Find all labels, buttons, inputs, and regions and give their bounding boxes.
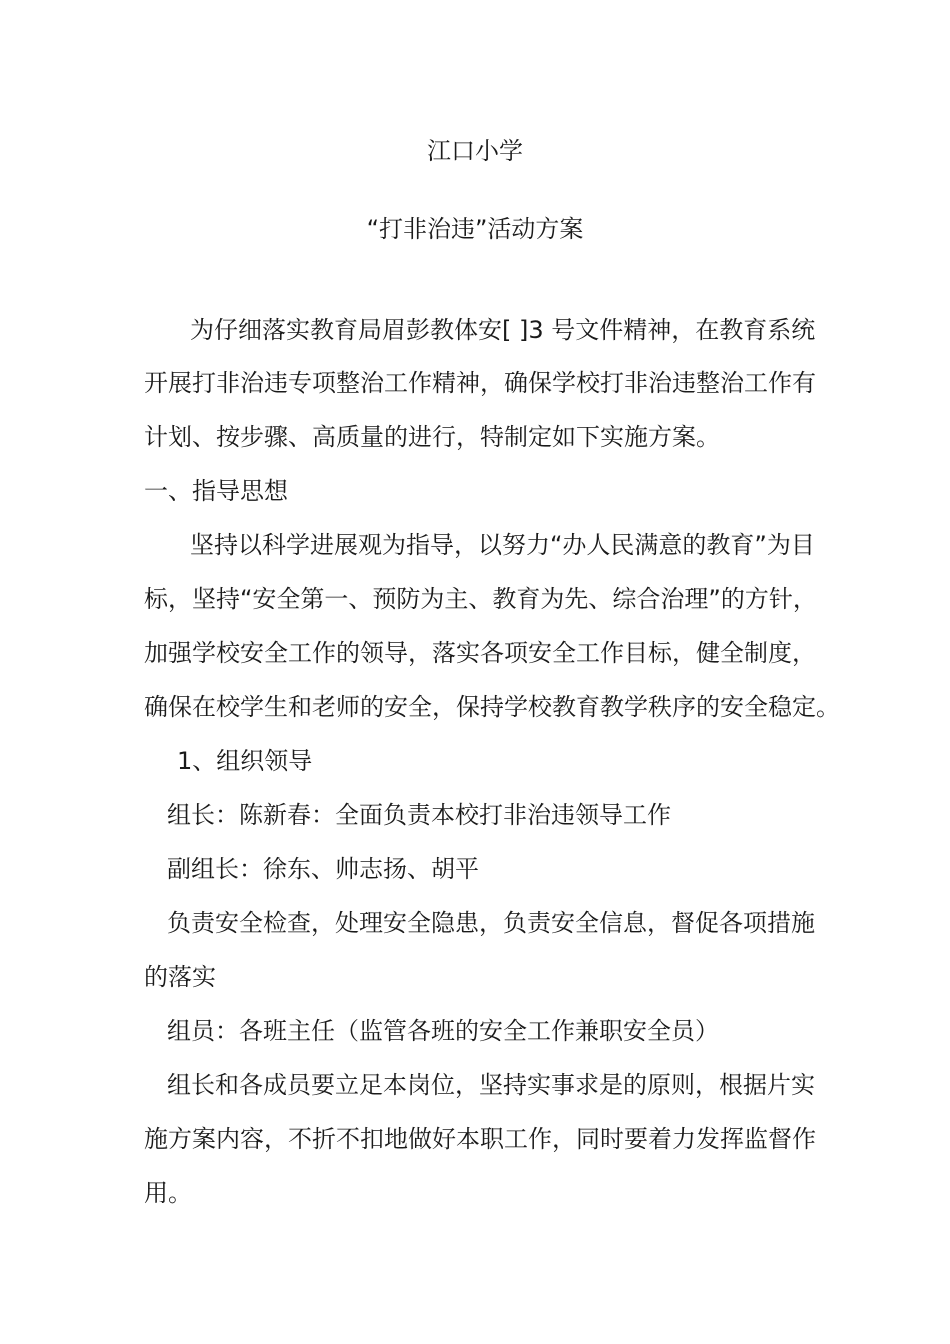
intro-line: 计划、按步骤、高质量的进行，特制定如下实施方案。: [144, 423, 720, 451]
duty-line: 的落实: [144, 963, 216, 991]
requirement-line: 施方案内容，不折不扣地做好本职工作，同时要着力发挥监督作: [144, 1125, 816, 1153]
section-paragraph-line: 确保在校学生和老师的安全，保持学校教育教学秩序的安全稳定。: [144, 693, 840, 721]
section-heading: 一、指导思想: [144, 477, 288, 505]
section-paragraph-line: 坚持以科学进展观为指导，以努力“办人民满意的教育”为目: [190, 531, 815, 559]
members-line: 组员：各班主任（监管各班的安全工作兼职安全员）: [167, 1017, 719, 1045]
intro-line: 为仔细落实教育局眉彭教体安[ ]3 号文件精神，在教育系统: [190, 316, 816, 344]
section-paragraph-line: 加强学校安全工作的领导，落实各项安全工作目标，健全制度，: [144, 639, 816, 667]
requirement-line: 组长和各成员要立足本岗位，坚持实事求是的原则，根据片实: [167, 1071, 815, 1099]
section-paragraph-line: 标，坚持“安全第一、预防为主、教育为先、综合治理”的方针，: [144, 585, 817, 613]
requirement-line: 用。: [144, 1179, 192, 1207]
deputy-line: 副组长：徐东、帅志扬、胡平: [167, 855, 479, 883]
duty-line: 负责安全检查，处理安全隐患，负责安全信息，督促各项措施: [167, 909, 815, 937]
subsection-heading: 1、组织领导: [177, 747, 313, 775]
school-name: 江口小学: [427, 137, 523, 165]
leader-line: 组长：陈新春：全面负责本校打非治违领导工作: [167, 801, 671, 829]
intro-line: 开展打非治违专项整治工作精神，确保学校打非治违整治工作有: [144, 369, 816, 397]
document-title: “打非治违”活动方案: [366, 215, 584, 243]
